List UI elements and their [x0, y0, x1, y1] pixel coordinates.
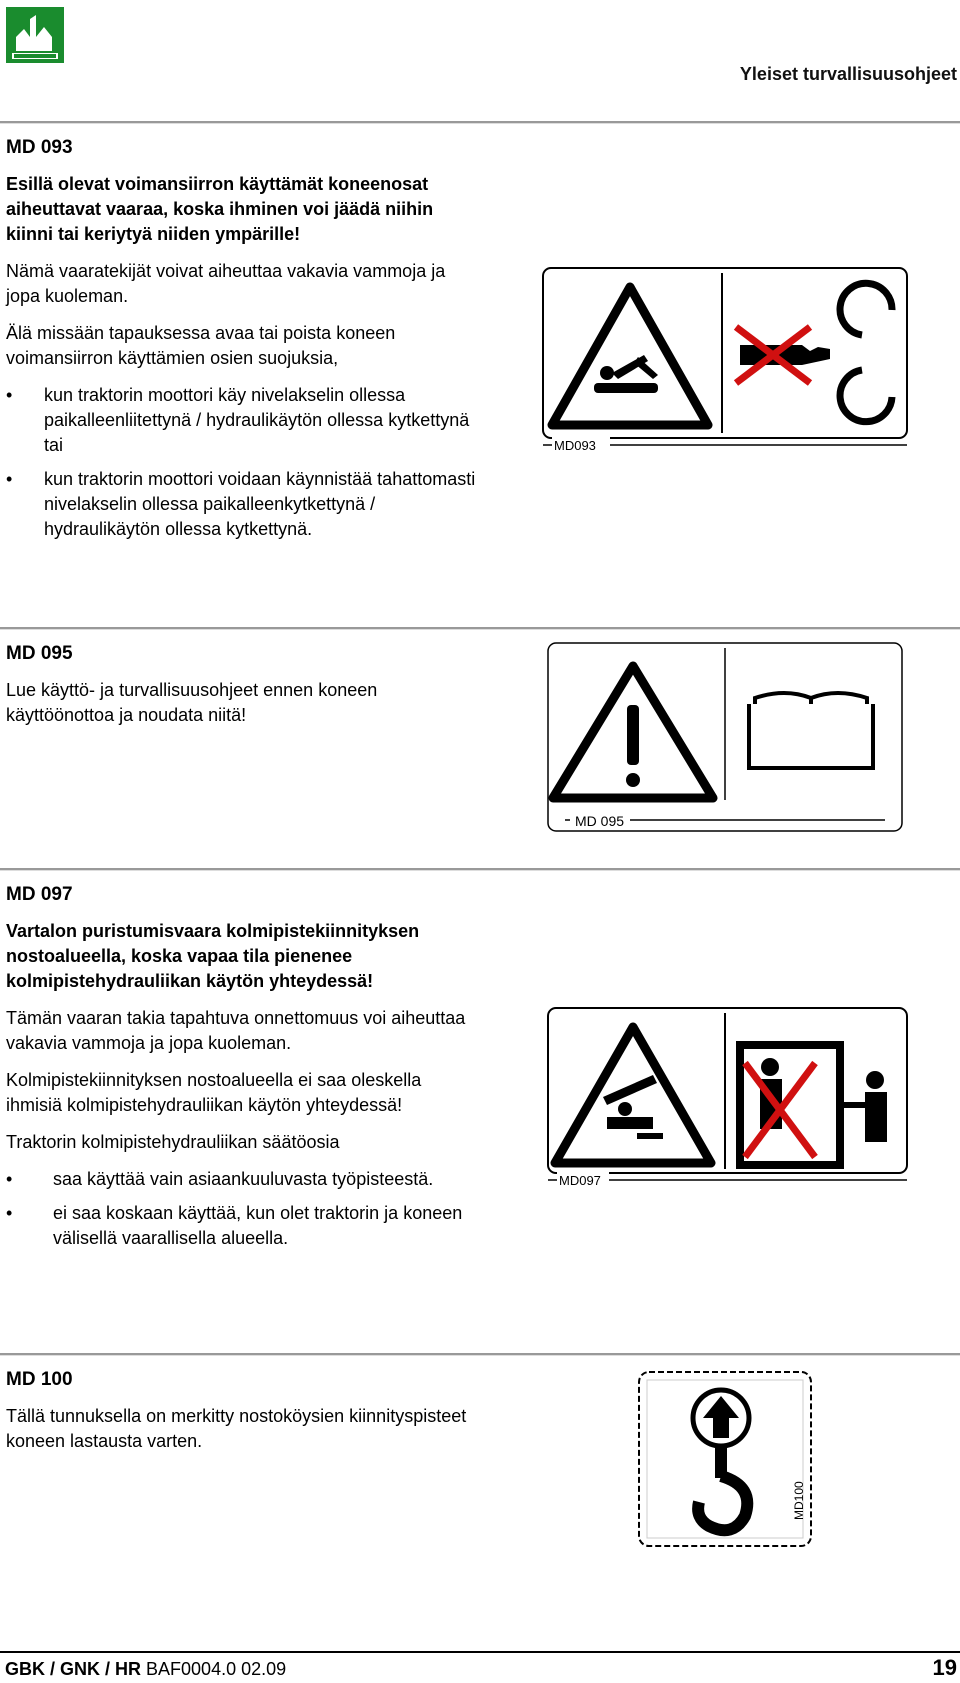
sign-label: MD093 [554, 438, 596, 453]
paragraph: Tällä tunnuksella on merkitty nostoköysien kiinnityspisteet koneen lastausta varten. [6, 1406, 467, 1451]
footer-model: GBK / GNK / HR [5, 1659, 142, 1679]
md093-warning-sign [540, 265, 910, 460]
paragraph: Esillä olevat voimansiirron käyttämät koneenosat aiheuttavat vaaraa, koska ihminen voi jäädä niihin kiinni tai keriytyä niiden ympärille! [6, 174, 434, 244]
divider [0, 1353, 960, 1356]
footer-info [5, 1659, 286, 1680]
bullet-list [6, 1167, 481, 1251]
bullet-list [6, 383, 481, 542]
md100-lifting-point-sign [635, 1368, 815, 1550]
section-md097 [6, 882, 481, 1260]
section-md100 [6, 1367, 481, 1466]
md097-crush-sign [545, 1005, 910, 1195]
page-number: 19 [932, 1655, 957, 1680]
paragraph: Traktorin kolmipistehydrauliikan säätöosia [6, 1132, 340, 1152]
section-md093 [6, 135, 481, 551]
footer-doc: BAF0004.0 02.09 [146, 1659, 287, 1679]
paragraph: Lue käyttö- ja turvallisuusohjeet ennen koneen käyttöönottoa ja noudata niitä! [6, 680, 378, 725]
paragraph: Nämä vaaratekijät voivat aiheuttaa vakavia vammoja ja jopa kuoleman. [6, 261, 446, 306]
divider [0, 121, 960, 124]
section-code: MD 100 [6, 1369, 73, 1390]
bullet-item: • saa käyttää vain asiaankuuluvasta työpisteestä. [6, 1167, 481, 1192]
bullet-item: • kun traktorin moottori voidaan käynnistää tahattomasti nivelakselin ollessa paikalleenkytkettynä / hydraulikäytön ollessa kytkettynä. [6, 467, 481, 542]
md095-manual-sign [545, 640, 905, 835]
bullet-item: • ei saa koskaan käyttää, kun olet traktorin ja koneen välisellä vaarallisella alueella. [6, 1201, 481, 1251]
sign-label: MD 095 [575, 813, 625, 829]
divider [0, 627, 960, 630]
paragraph: Kolmipistekiinnityksen nostoalueella ei saa oleskella ihmisiä kolmipistehydrauliikan käytön yhteydessä! [6, 1070, 422, 1115]
book-icon [749, 693, 873, 768]
sign-label: MD100 [792, 1481, 806, 1520]
paragraph: Vartalon puristumisvaara kolmipistekiinnityksen nostoalueella, koska vapaa tila pienenee kolmipistehydrauliikan käytön yhteydessä! [6, 921, 420, 991]
section-code: MD 097 [6, 884, 73, 905]
divider [0, 868, 960, 871]
sign-label: MD097 [559, 1173, 601, 1188]
amazone-logo [6, 7, 64, 63]
section-code: MD 095 [6, 643, 73, 664]
bullet-item: • kun traktorin moottori käy nivelakselin ollessa paikalleenliitettynä / hydraulikäytön ollessa kytkettynä tai [6, 383, 481, 458]
section-code: MD 093 [6, 137, 73, 158]
footer-divider [0, 1651, 960, 1653]
paragraph: Älä missään tapauksessa avaa tai poista koneen voimansiirron käyttämien osien suojuksia, [6, 323, 396, 368]
header-title: Yleiset turvallisuusohjeet [739, 64, 957, 84]
paragraph: Tämän vaaran takia tapahtuva onnettomuus voi aiheuttaa vakavia vammoja ja jopa kuoleman. [6, 1008, 466, 1053]
section-md095 [6, 641, 481, 740]
